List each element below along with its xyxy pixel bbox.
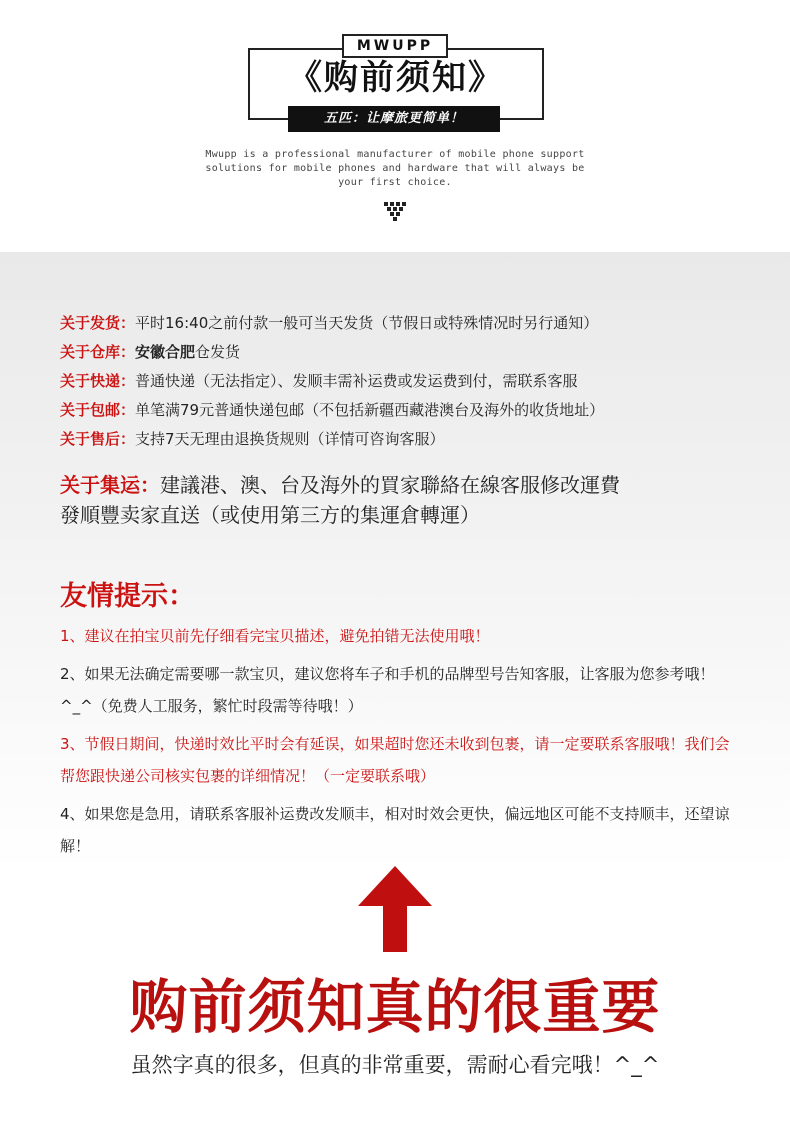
brand-tag: MWUPP: [342, 34, 448, 58]
info-label: 关于快递：: [60, 372, 136, 390]
intro-line: solutions for mobile phones and hardware that will always be: [205, 163, 585, 174]
tip-item: 2、如果无法确定需要哪一款宝贝，建议您将车子和手机的品牌型号告知客服，让客服为您参考哦！^_^（免费人工服务，繁忙时段需等待哦！）: [60, 665, 715, 715]
info-row-free-shipping: [60, 397, 760, 426]
info-row-after-sales: [60, 426, 760, 455]
info-strong: 安徽合肥: [135, 343, 196, 361]
info-label: 关于包邮：: [60, 401, 136, 419]
info-label: 关于发货：: [60, 314, 136, 332]
intro-text: [180, 148, 610, 190]
info-row-warehouse: [60, 339, 760, 368]
info-text: 单笔满79元普通快递包邮（不包括新疆西藏港澳台及海外的收货地址）: [135, 401, 605, 419]
big-title: 购前须知真的很重要: [129, 973, 661, 1041]
intro-line: your first choice.: [338, 177, 452, 188]
info-text: 支持7天无理由退换货规则（详情可咨询客服）: [135, 430, 445, 448]
consolidation-block: [60, 470, 760, 530]
tips-title: 友情提示：: [60, 581, 195, 612]
tip-item: 3、节假日期间，快递时效比平时会有延误，如果超时您还未收到包裹，请一定要联系客服哦！我们会帮您跟快递公司核实包裹的详细情况！（一定要联系哦）: [60, 735, 730, 785]
header: [0, 0, 790, 252]
info-list: [60, 310, 760, 455]
bottom-note: 虽然字真的很多，但真的非常重要，需耐心看完哦！^_^: [130, 1053, 660, 1077]
info-row-shipping: [60, 310, 760, 339]
info-text: 仓发货: [195, 343, 241, 361]
up-arrow-icon: [358, 866, 432, 952]
consolidation-label: 关于集运：: [60, 473, 160, 497]
info-text: 普通快递（无法指定）、发顺丰需补运费或发运费到付，需联系客服: [135, 372, 578, 390]
info-label: 关于仓库：: [60, 343, 136, 361]
tip-item: 4、如果您是急用，请联系客服补运费改发顺丰，相对时效会更快，偏远地区可能不支持顺丰，还望谅解！: [60, 805, 730, 855]
info-label: 关于售后：: [60, 430, 136, 448]
intro-line: Mwupp is a professional manufacturer of mobile phone support: [205, 149, 585, 160]
info-row-express: [60, 368, 760, 397]
page-title: 《购前须知》: [288, 58, 504, 98]
consolidation-line: 發順豐卖家直送（或使用第三方的集運倉轉運）: [60, 503, 480, 527]
consolidation-line: [60, 470, 760, 500]
consolidation-text: 建議港、澳、台及海外的買家聯絡在線客服修改運費: [160, 473, 620, 497]
slogan-bar: 五匹：让摩旅更简单！: [288, 106, 500, 132]
info-text: 平时16:40之前付款一般可当天发货（节假日或特殊情况时另行通知）: [135, 314, 599, 332]
tip-item: 1、建议在拍宝贝前先仔细看完宝贝描述，避免拍错无法使用哦！: [60, 627, 490, 645]
chevron-down-icon: [384, 202, 406, 222]
tips-list: [60, 620, 740, 868]
